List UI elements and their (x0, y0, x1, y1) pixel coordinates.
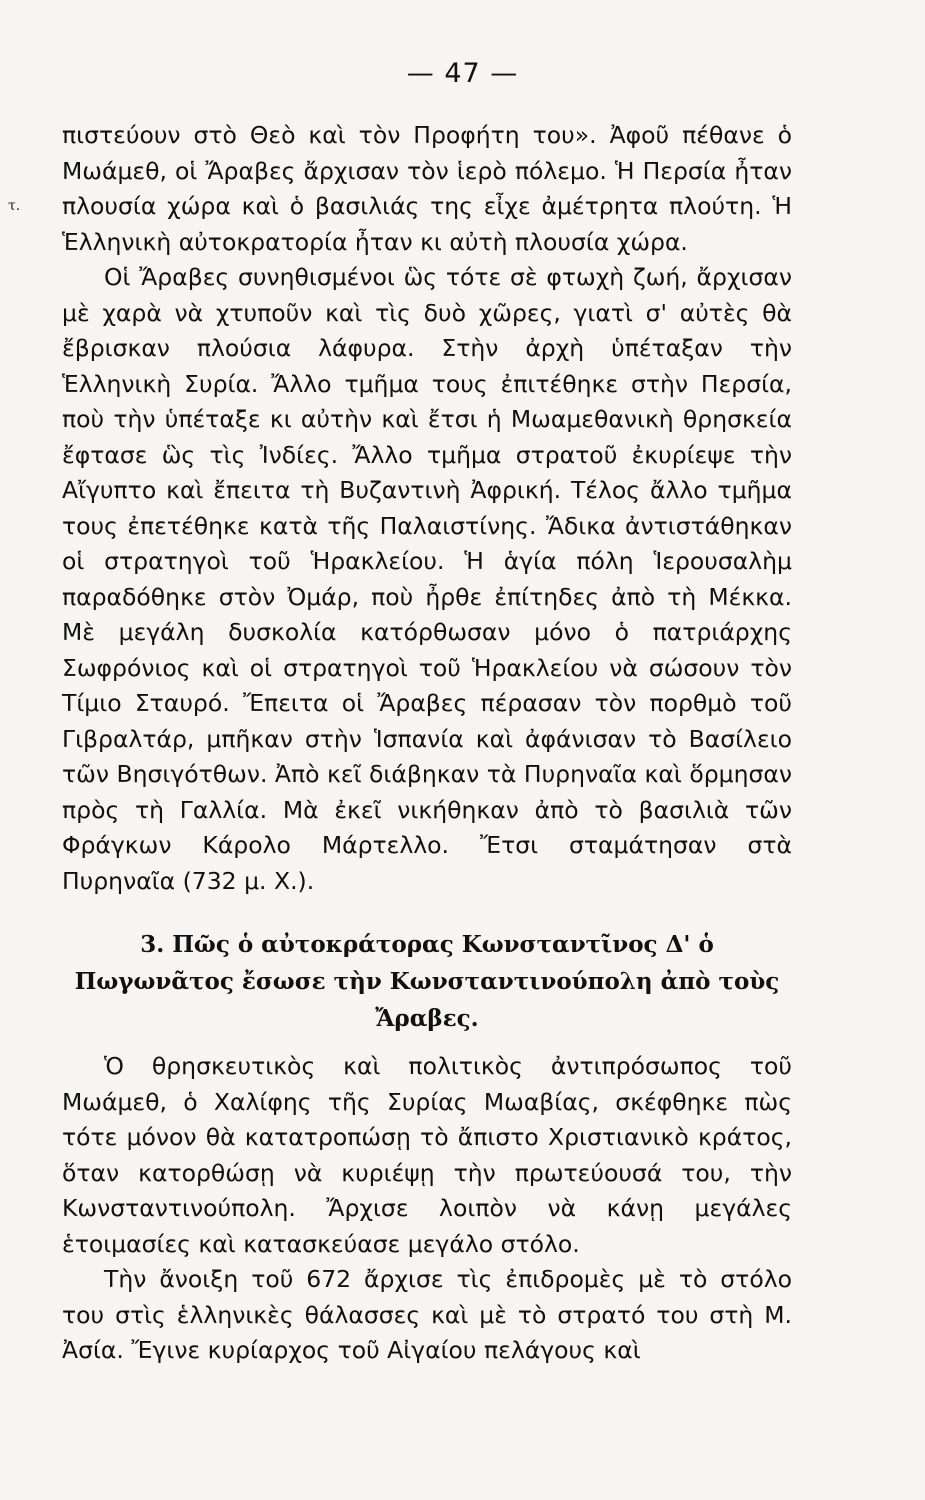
body-text (62, 118, 792, 1369)
margin-mark: τ. (8, 198, 21, 214)
section-number: 3. (140, 931, 165, 958)
page-number: — 47 — (406, 58, 519, 89)
paragraph: Ὁ θρησκευτικὸς καὶ πολιτικὸς ἀντιπρόσωπος τοῦ Μωάμεθ, ὁ Χαλίφης τῆς Συρίας Μωαβίας, σκέφθηκε πὼς τότε μόνον θὰ κατατροπώσῃ τὸ ἄπιστο Χριστιανικὸ κράτος, ὅταν κατορθώσῃ νὰ κυριέψῃ τὴν πρωτεύουσά του, τὴν Κωνσταντινούπολη. Ἄρχισε λοιπὸν νὰ κάνῃ μεγάλες ἑτοιμασίες καὶ κατασκεύασε μεγάλο στόλο. (62, 1052, 792, 1258)
section-heading (62, 926, 792, 1037)
paragraph: Τὴν ἄνοιξη τοῦ 672 ἄρχισε τὶς ἐπιδρομὲς μὲ τὸ στόλο του στὶς ἑλληνικὲς θάλασσες καὶ μὲ τὸ στρατό του στὴ Μ. Ἀσία. Ἔγινε κυρίαρχος τοῦ Αἰγαίου πελάγους καὶ (62, 1265, 792, 1364)
section-title: Πῶς ὁ αὐτοκράτορας Κωνσταντῖνος Δ' ὁ Πωγωνᾶτος ἔσωσε τὴν Κωνσταντινούπολη ἀπὸ τοὺς Ἄραβες. (74, 931, 780, 1032)
paragraph: πιστεύουν στὸ Θεὸ καὶ τὸν Προφήτη του». Ἀφοῦ πέθανε ὁ Μωάμεθ, οἱ Ἄραβες ἄρχισαν τὸν ἱερὸ πόλεμο. Ἡ Περσία ἦταν πλουσία χώρα καὶ ὁ βασιλιάς της εἶχε ἀμέτρητα πλούτη. Ἡ Ἑλληνικὴ αὐτοκρατορία ἦταν κι αὐτὴ πλουσία χώρα. (62, 121, 792, 256)
paragraph: Οἱ Ἄραβες συνηθισμένοι ὣς τότε σὲ φτωχὴ ζωή, ἄρχισαν μὲ χαρὰ νὰ χτυποῦν καὶ τὶς δυὸ χῶρες, γιατὶ σ' αὐτὲς θὰ ἔβρισκαν πλούσια λάφυρα. Στὴν ἀρχὴ ὑπέταξαν τὴν Ἑλληνικὴ Συρία. Ἄλλο τμῆμα τους ἐπιτέθηκε στὴν Περσία, ποὺ τὴν ὑπέταξε κι αὐτὴν καὶ ἔτσι ἡ Μωαμεθανικὴ θρησκεία ἔφτασε ὣς τὶς Ἰνδίες. Ἄλλο τμῆμα στρατοῦ ἐκυρίεψε τὴν Αἴγυπτο καὶ ἔπειτα τὴ Βυζαντινὴ Ἀφρική. Τέλος ἄλλο τμῆμα τους ἐπετέθηκε κατὰ τῆς Παλαιστίνης. Ἄδικα ἀντιστάθηκαν οἱ στρατηγοὶ τοῦ Ἡρακλείου. Ἡ ἁγία πόλη Ἱερουσαλὴμ παραδόθηκε στὸν Ὀμάρ, ποὺ ἦρθε ἐπίτηδες ἀπὸ τὴ Μέκκα. Μὲ μεγάλη δυσκολία κατόρθωσαν μόνο ὁ πατριάρχης Σωφρόνιος καὶ οἱ στρατηγοὶ τοῦ Ἡρακλείου νὰ σώσουν τὸν Τίμιο Σταυρό. Ἔπειτα οἱ Ἄραβες πέρασαν τὸν πορθμὸ τοῦ Γιβραλτάρ, μπῆκαν στὴν Ἱσπανία καὶ ἀφάνισαν τὸ Βασίλειο τῶν Βησιγότθων. Ἀπὸ κεῖ διάβηκαν τὰ Πυρηναῖα καὶ ὅρμησαν πρὸς τὴ Γαλλία. Μὰ ἐκεῖ νικήθηκαν ἀπὸ τὸ βασιλιὰ τῶν Φράγκων Κάρολο Μάρτελλο. Ἔτσι σταμάτησαν στὰ Πυρηναῖα (732 μ. Χ.). (62, 263, 792, 895)
